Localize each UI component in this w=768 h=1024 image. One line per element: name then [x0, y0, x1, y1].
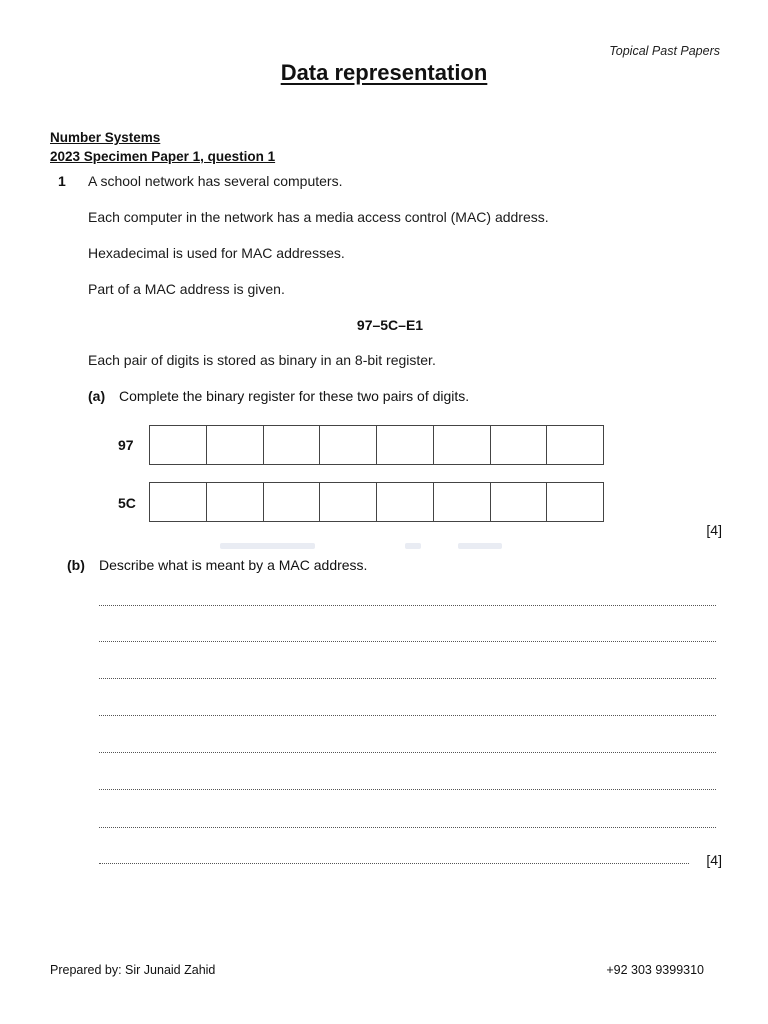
register-intro: Each pair of digits is stored as binary in an 8-bit register.: [88, 352, 436, 368]
answer-line[interactable]: [99, 788, 716, 790]
question-number: 1: [58, 173, 66, 189]
answer-line[interactable]: [99, 826, 716, 828]
part-b-label: (b): [67, 557, 85, 573]
bit-cell[interactable]: [547, 483, 603, 521]
question-line-3: Hexadecimal is used for MAC addresses.: [88, 245, 345, 261]
part-a-marks: [4]: [706, 522, 722, 538]
bit-cell[interactable]: [491, 426, 548, 464]
register-label-5c: 5C: [118, 495, 136, 511]
footer-author: Prepared by: Sir Junaid Zahid: [50, 963, 216, 977]
bit-cell[interactable]: [547, 426, 603, 464]
bit-cell[interactable]: [377, 426, 434, 464]
bit-cell[interactable]: [150, 483, 207, 521]
bit-cell[interactable]: [207, 483, 264, 521]
answer-line[interactable]: [99, 604, 716, 606]
part-b-marks: [4]: [706, 852, 722, 868]
bit-cell[interactable]: [150, 426, 207, 464]
bit-cell[interactable]: [207, 426, 264, 464]
bit-cell[interactable]: [491, 483, 548, 521]
answer-line[interactable]: [99, 714, 716, 716]
answer-line[interactable]: [99, 640, 716, 642]
bit-cell[interactable]: [434, 483, 491, 521]
binary-register-97: [149, 425, 604, 465]
bit-cell[interactable]: [264, 426, 321, 464]
answer-line[interactable]: [99, 751, 716, 753]
topic-heading: Number Systems: [50, 130, 161, 145]
page-title: Data representation: [280, 60, 488, 85]
question-line-2: Each computer in the network has a media access control (MAC) address.: [88, 209, 549, 225]
binary-register-5c: [149, 482, 604, 522]
part-b-text: Describe what is meant by a MAC address.: [99, 557, 368, 573]
bit-cell[interactable]: [320, 483, 377, 521]
mac-address: 97–5C–E1: [356, 317, 424, 333]
header-note: Topical Past Papers: [609, 44, 720, 58]
answer-line[interactable]: [99, 677, 716, 679]
part-a-text: Complete the binary register for these two pairs of digits.: [119, 388, 470, 404]
bit-cell[interactable]: [377, 483, 434, 521]
bit-cell[interactable]: [264, 483, 321, 521]
bit-cell[interactable]: [434, 426, 491, 464]
bit-cell[interactable]: [320, 426, 377, 464]
answer-line[interactable]: [99, 862, 689, 864]
question-line-1: A school network has several computers.: [88, 173, 343, 189]
register-label-97: 97: [118, 437, 134, 453]
source-heading: 2023 Specimen Paper 1, question 1: [50, 149, 276, 164]
part-a-label: (a): [88, 388, 106, 404]
watermark-logo: [220, 543, 500, 551]
question-line-4: Part of a MAC address is given.: [88, 281, 285, 297]
footer-phone: +92 303 9399310: [606, 963, 704, 977]
